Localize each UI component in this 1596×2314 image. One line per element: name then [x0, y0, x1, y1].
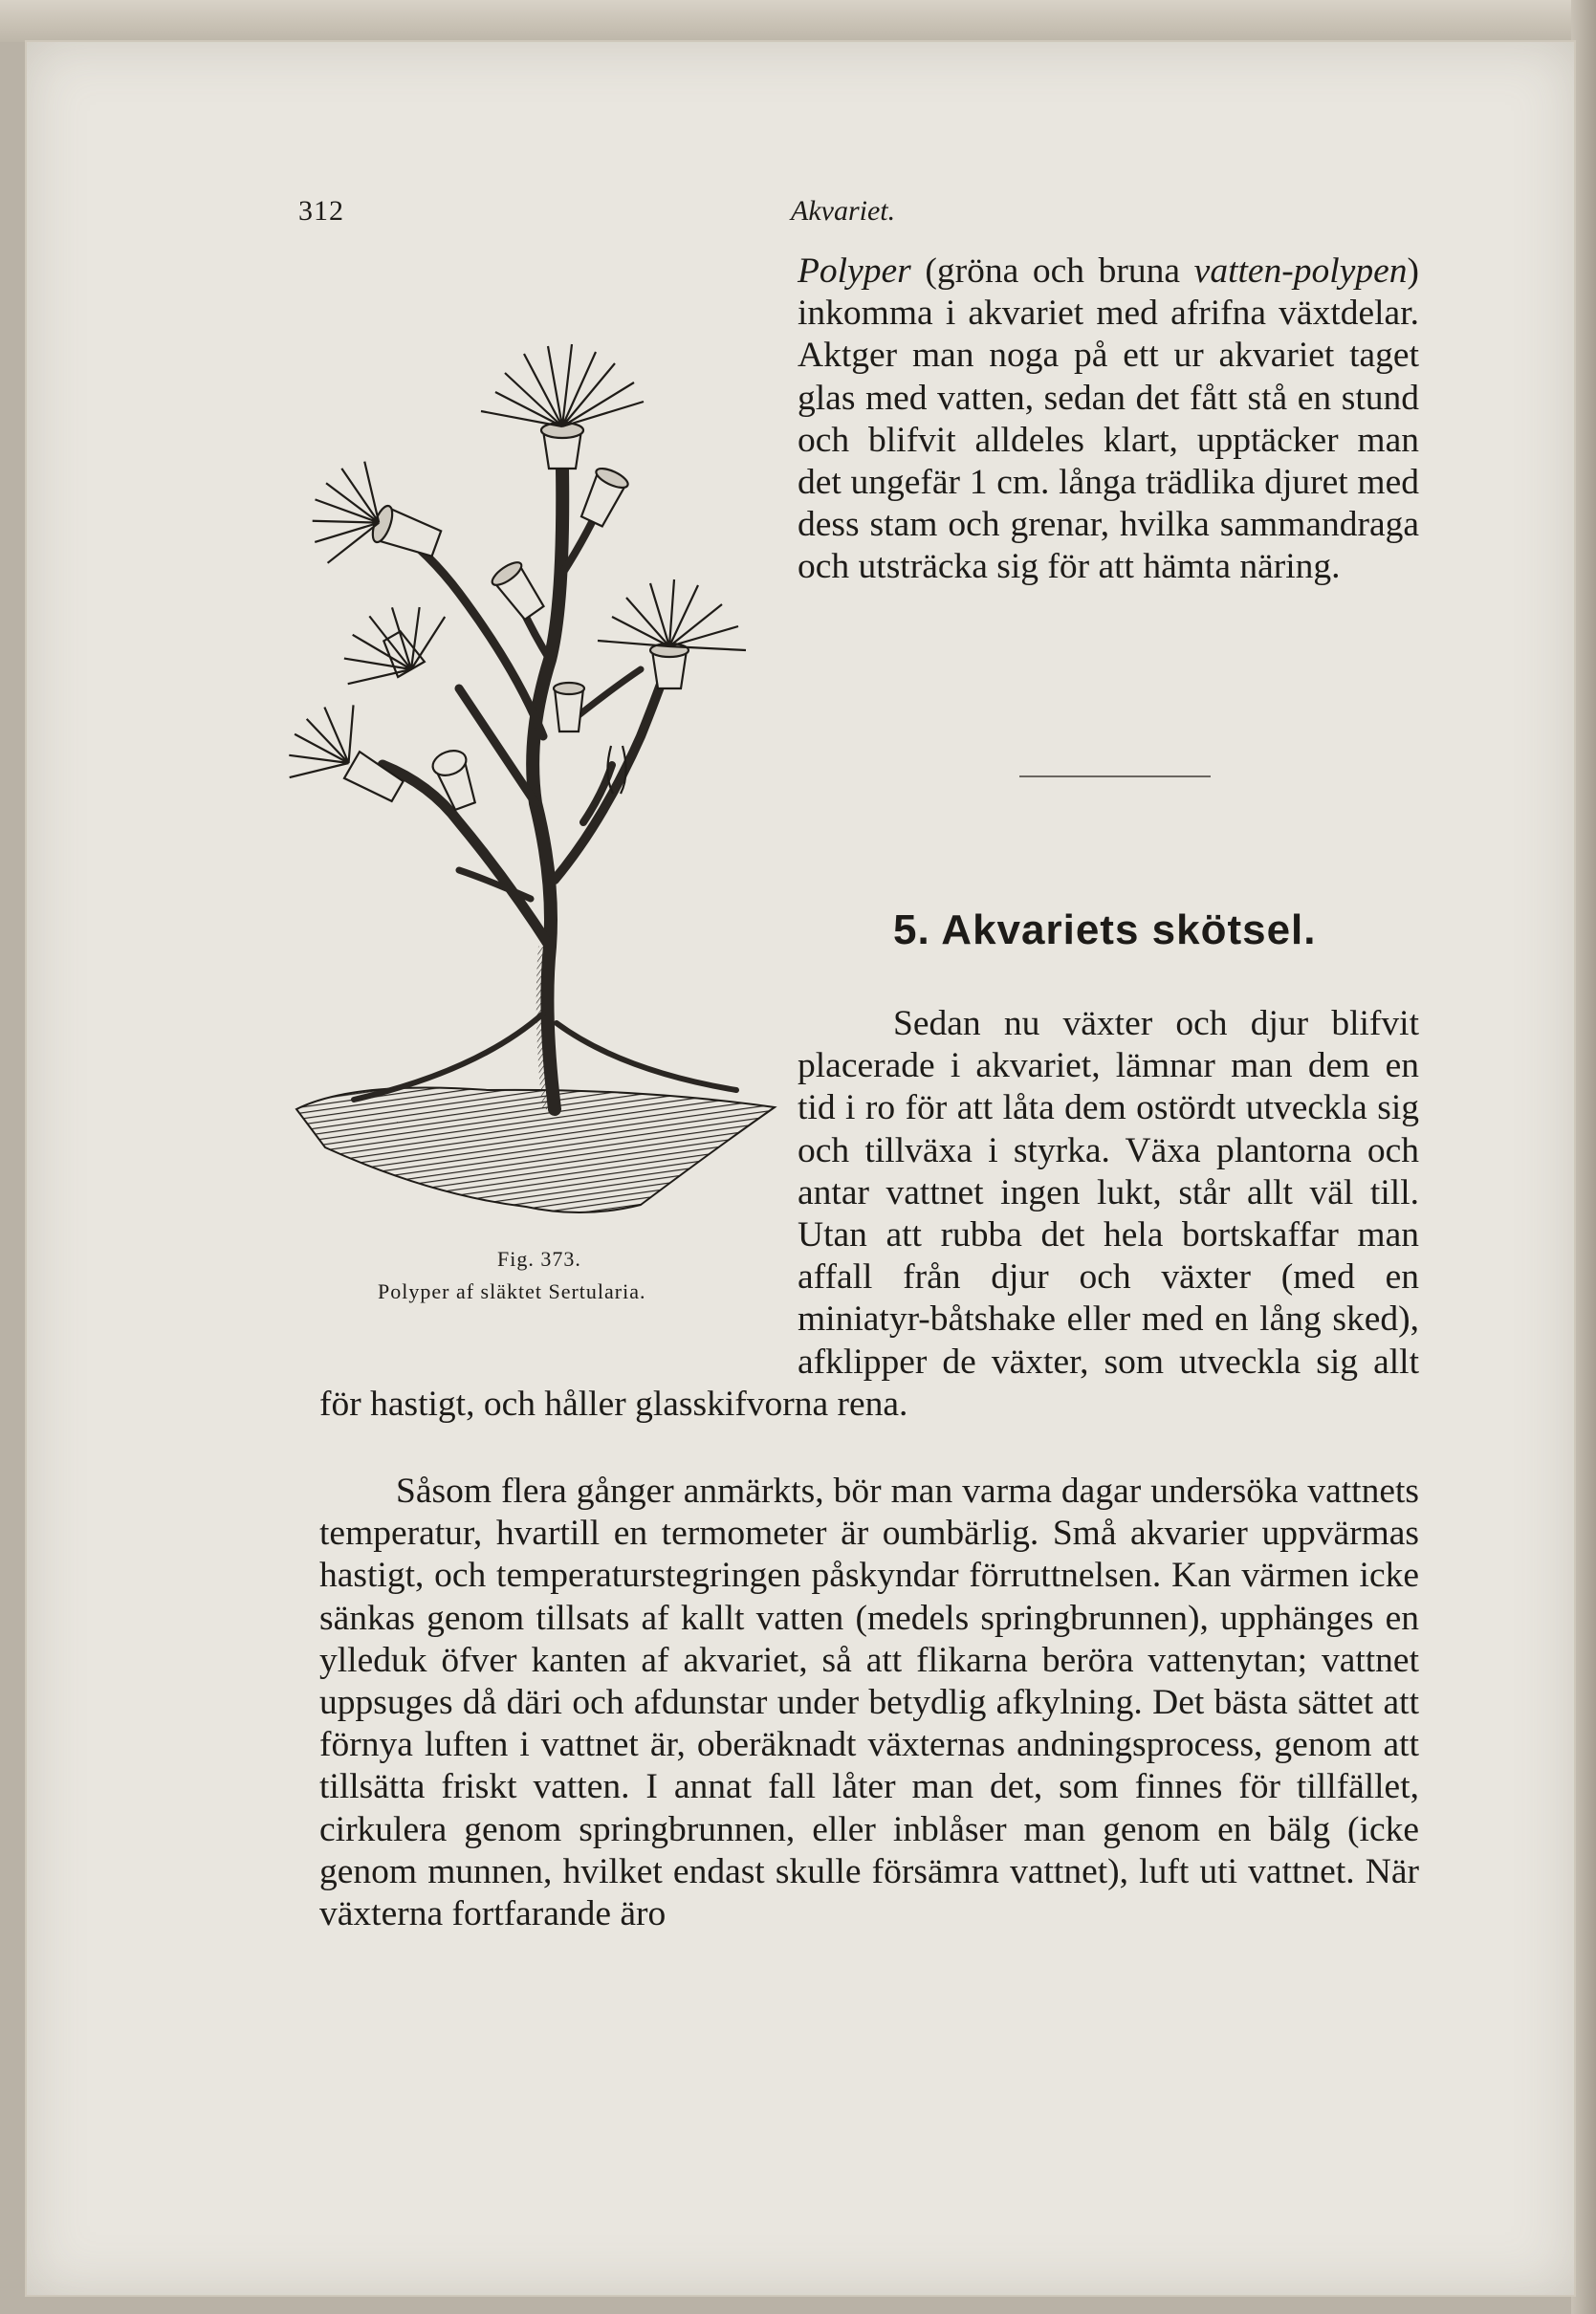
temperature-paragraph: Såsom flera gånger anmärkts, bör man varma dagar undersöka vattnets temperatur, hvartill en termometer är oumbärlig. Små akvarier uppvärmas hastigt, och temperaturstegringen påskyndar förruttnelsen. Kan värmen icke sänkas genom tillsats af kallt vatten (medels springbrunnen), upphänges en ylleduk öfver kanten af akvariet, så att flikarna beröra vattenytan; vattnet uppsuges då däri och afdunstar under betydlig afkylning. Det bästa sättet att förnya luften i vattnet är, oberäknadt växternas andningsprocess, genom att tillsätta friskt vatten. I annat fall låter man det, som finnes för tillfället, cirkulera genom springbrunnen, eller inblåser man genom en bälg (icke genom munnen, hvilket endast skulle försämra vattnet), luft uti vattnet. När växterna fortfarande äro: [319, 1472, 1419, 1934]
intro-rest: ) inkomma i akvariet med afrifna växtdelar. Aktger man noga på ett ur akvariet taget glas med vatten, sedan det fått stå en stund och blifvit alldeles klart, upptäcker man det ungefär 1 cm. långa trädlika djuret med dess stam och grenar, hvilka sammandraga och utsträcka sig för att hämta näring.: [798, 251, 1419, 587]
ground-shape: [296, 1088, 775, 1213]
sertularia-illustration: [239, 287, 784, 1253]
polyp-engraving: [239, 287, 784, 1253]
term-vattenpolypen: vatten-polypen: [1193, 251, 1408, 291]
section-heading: 5. Akvariets skötsel.: [893, 906, 1317, 953]
term-polyper: Polyper: [798, 251, 911, 291]
intro-paragraph: [798, 251, 1419, 589]
page-number: 312: [298, 195, 344, 227]
running-title: Akvariet.: [791, 195, 896, 227]
section-divider: [1019, 775, 1211, 777]
figure-number: Fig. 373.: [497, 1247, 581, 1271]
care-paragraph-text: Sedan nu växter och djur blifvit placerade i akvariet, lämnar man dem en tid i ro för att låta dem ostördt utveckla sig och tillväxa i styrka. Växa plantorna och antar vattnet ingen lukt, står allt väl till. Utan att rubba det hela bortskaffar man affall från djur och växter (med en miniatyr-båtshake eller med en lång sked), afklipper de växter, som utveckla sig allt för hastigt, och håller glasskifvorna rena.: [319, 1004, 1419, 1424]
intro-mid: (gröna och bruna: [910, 251, 1194, 291]
figure-caption: Polyper af släktet Sertularia.: [378, 1279, 646, 1303]
book-right-edge: [1571, 0, 1596, 2314]
page-header: [298, 195, 1350, 233]
book-top-edge: [0, 0, 1596, 42]
